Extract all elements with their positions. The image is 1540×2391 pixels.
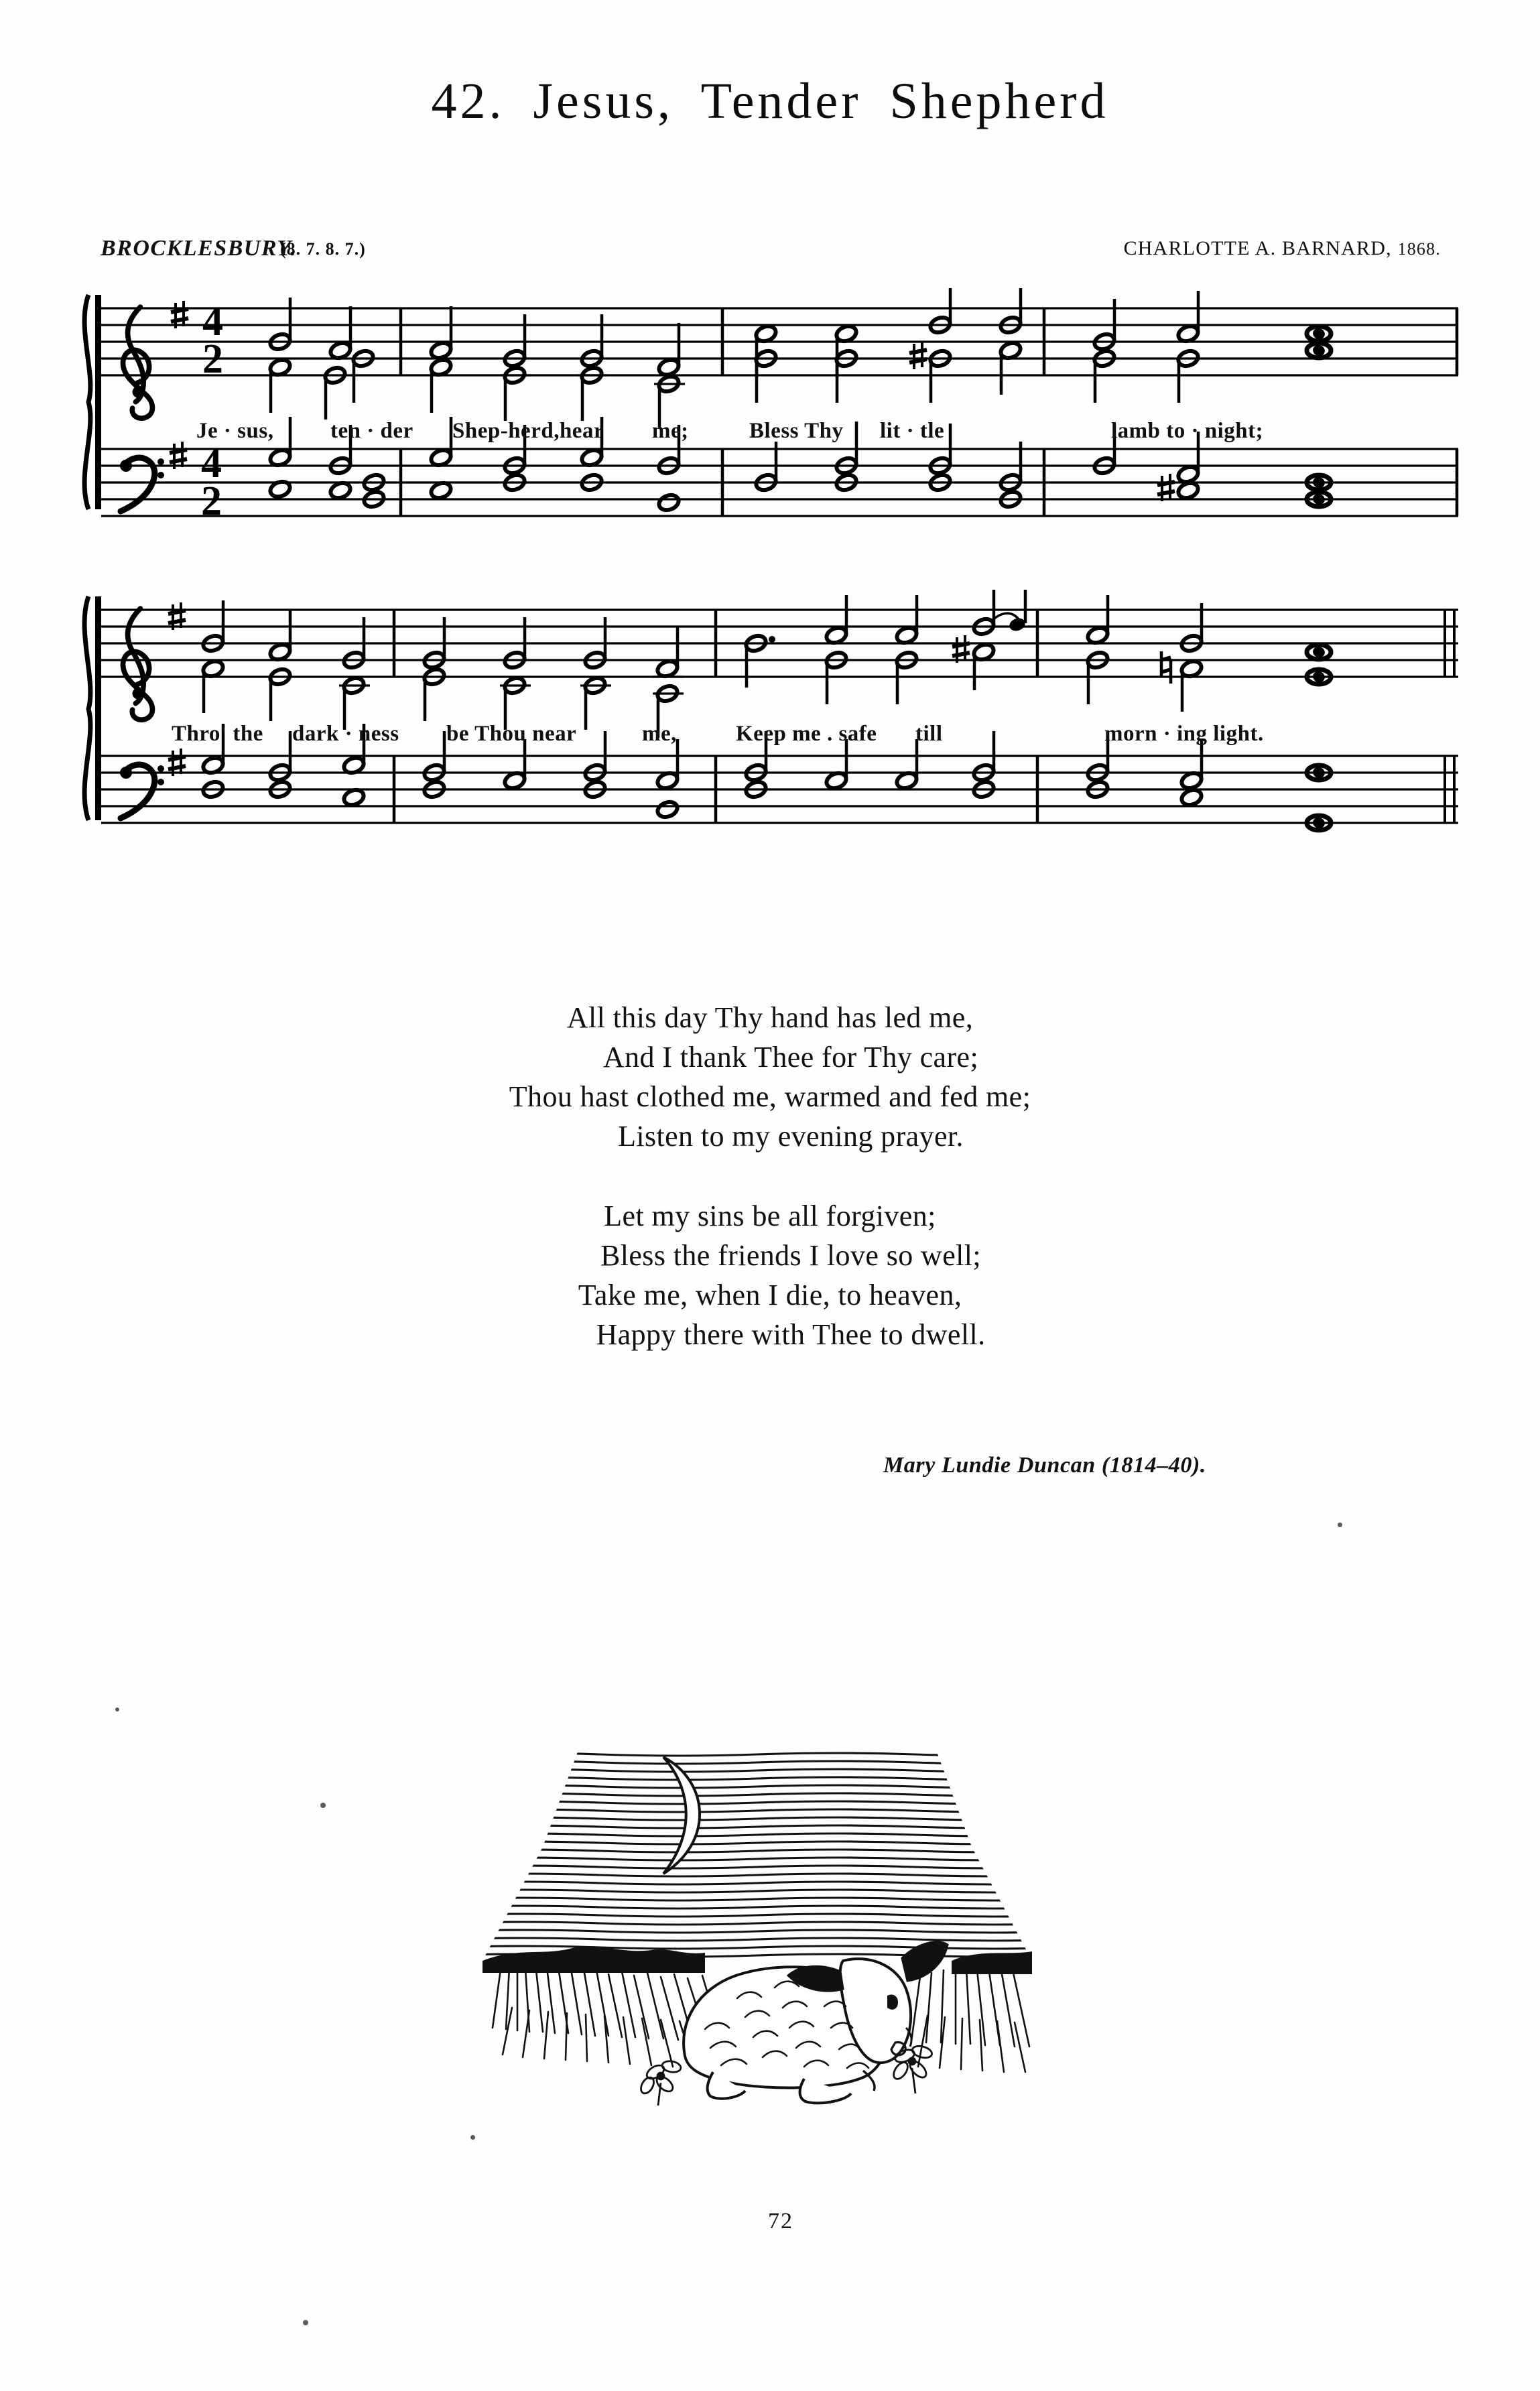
lyric-syllable: Shep-herd,hear <box>452 419 604 443</box>
music-system-1 <box>79 288 1461 529</box>
composer-name: CHARLOTTE A. BARNARD, <box>1123 237 1392 259</box>
lyric-syllable: me; <box>652 419 689 443</box>
attribution-row <box>101 236 1441 267</box>
lyrics-system-2 <box>79 722 1461 751</box>
lyric-syllable: Thro' the <box>172 722 263 746</box>
folio-value: 72 <box>768 2209 793 2234</box>
lyrics-system-1 <box>79 419 1461 448</box>
scan-speck <box>320 1803 326 1808</box>
verse-line: Take me, when I die, to heaven, <box>578 1278 962 1311</box>
scan-speck <box>1338 1523 1342 1527</box>
lyric-syllable: Je · sus, <box>196 419 274 443</box>
verse-line: Happy there with Thee to dwell. <box>596 1317 986 1351</box>
lyric-syllable: be Thou near <box>446 722 577 746</box>
verse-line: Thou hast clothed me, warmed and fed me; <box>509 1080 1031 1113</box>
lyric-syllable: Bless Thy <box>749 419 844 443</box>
scan-speck <box>115 1707 119 1711</box>
verse-line: Listen to my evening prayer. <box>618 1119 964 1153</box>
lyric-syllable: lit · tle <box>880 419 945 443</box>
lyric-syllable: morn · ing light. <box>1104 722 1264 746</box>
music-system-2 <box>79 590 1461 841</box>
scan-speck <box>303 2320 308 2325</box>
svg-text:2: 2 <box>202 336 223 382</box>
lyric-syllable: me, <box>642 722 677 746</box>
crescent-moon-icon <box>663 1757 700 1874</box>
lyric-syllable: Keep me . safe <box>736 722 877 746</box>
lamb-figure <box>684 1942 948 2104</box>
author-name: Mary Lundie Duncan (1814–40). <box>883 1453 1207 1478</box>
verse-line: All this day Thy hand has led me, <box>566 1001 974 1034</box>
page-number <box>0 2209 1540 2234</box>
author-attribution <box>0 1453 1540 1478</box>
verse-block <box>0 998 1540 1395</box>
verse-line: Let my sins be all forgiven; <box>604 1199 936 1232</box>
svg-text:2: 2 <box>201 478 222 524</box>
lyric-syllable: till <box>915 722 943 746</box>
verse-2 <box>0 998 1540 1157</box>
lamb-moonlight-illustration <box>442 1740 1072 2115</box>
verse-3 <box>0 1197 1540 1355</box>
verse-line: And I thank Thee for Thy care; <box>602 1040 979 1074</box>
tune-name: BROCKLESBURY. <box>101 236 298 261</box>
scan-speck <box>470 2135 475 2140</box>
svg-text:4: 4 <box>201 441 222 487</box>
composer-attribution <box>1124 237 1441 260</box>
lyric-syllable: dark · ness <box>292 722 399 746</box>
flower-left <box>639 2060 682 2106</box>
svg-text:4: 4 <box>202 299 223 344</box>
lyric-syllable: lamb to · night; <box>1111 419 1264 443</box>
page-title: 42. Jesus, Tender Shepherd <box>431 73 1109 129</box>
lyric-syllable: ten · der <box>330 419 413 443</box>
verse-line: Bless the friends I love so well; <box>600 1238 981 1272</box>
composer-year: 1868. <box>1397 239 1441 259</box>
tune-meter: (8. 7. 8. 7.) <box>280 239 366 259</box>
